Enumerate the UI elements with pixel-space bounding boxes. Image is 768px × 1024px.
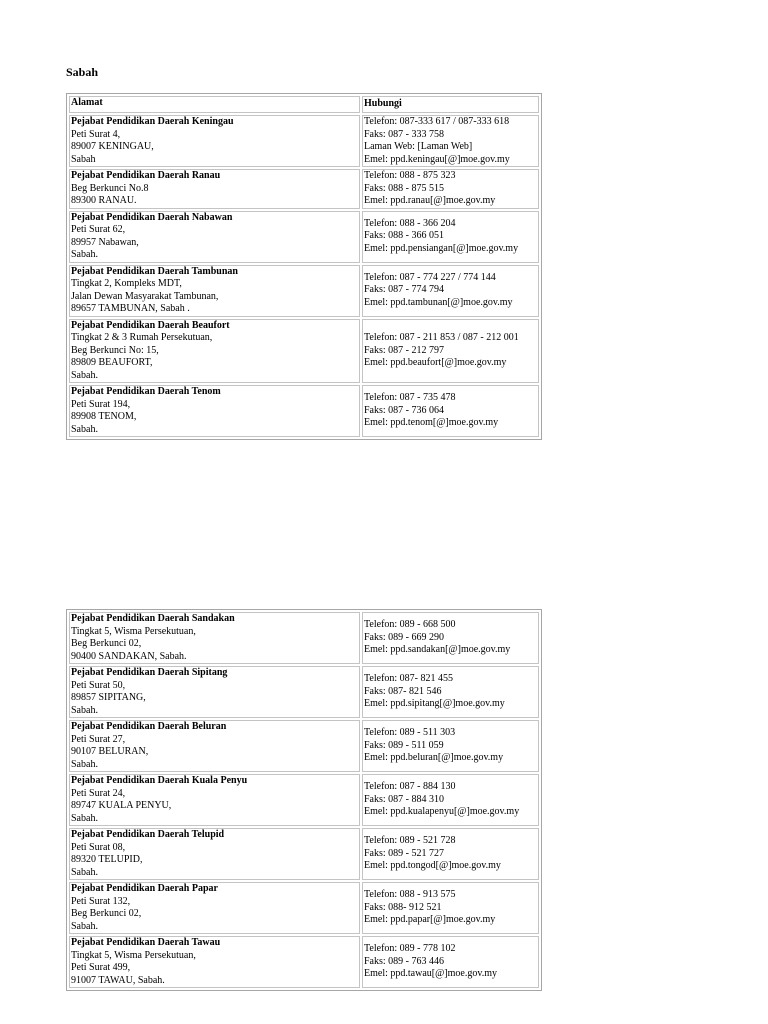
office-contact-cell [362,774,539,826]
office-directory-table-continued [66,609,542,991]
address-line: Sabah. [71,812,98,824]
table-header-row [69,96,539,113]
office-contact-cell [362,828,539,880]
contact-line: Emel: ppd.beaufort[@]moe.gov.my [364,357,507,368]
address-line: Tingkat 5, Wisma Persekutuan, [71,625,196,637]
table-row [69,936,539,988]
office-name: Pejabat Pendidikan Daerah Beluran [71,721,227,732]
office-name: Pejabat Pendidikan Daerah Nabawan [71,211,233,223]
office-contact-cell [362,265,539,317]
office-name: Pejabat Pendidikan Daerah Keningau [71,116,234,127]
address-line: 89957 Nabawan, [71,236,139,248]
contact-line: Telefon: 088 - 913 575 [364,889,456,901]
table-body [69,612,539,988]
contact-line: Emel: ppd.tenom[@]moe.gov.my [364,417,499,429]
contact-line: Emel: ppd.kualapenyu[@]moe.gov.my [364,806,520,818]
address-line: Peti Surat 4, [71,128,121,140]
address-line: Peti Surat 194, [71,398,131,410]
table-row [69,612,539,664]
address-line: 89857 SIPITANG, [71,692,146,703]
address-line: Sabah. [71,866,98,878]
contact-line: Emel: ppd.tambunan[@]moe.gov.my [364,296,513,308]
address-line: Sabah. [71,423,98,435]
office-contact-cell [362,211,539,263]
office-contact-cell [362,666,539,718]
address-line: Tingkat 2 & 3 Rumah Persekutuan, [71,332,213,343]
address-line: Peti Surat 24, [71,787,126,799]
contact-line: Emel: ppd.ranau[@]moe.gov.my [364,195,496,206]
contact-column-header: Hubungi [362,96,539,113]
contact-line: Emel: ppd.sandakan[@]moe.gov.my [364,644,511,656]
table-row [69,169,539,209]
office-name: Pejabat Pendidikan Daerah Tenom [71,386,221,397]
office-address-cell [69,882,360,934]
address-line: Tingkat 5, Wisma Persekutuan, [71,949,196,961]
contact-line: Faks: 088 - 366 051 [364,230,444,242]
table-row [69,828,539,880]
contact-line: Telefon: 088 - 366 204 [364,217,456,229]
contact-line: Emel: ppd.sipitang[@]moe.gov.my [364,698,505,710]
address-line: 89657 TAMBUNAN, Sabah . [71,303,190,314]
address-line: Peti Surat 62, [71,224,126,235]
address-line: Peti Surat 08, [71,841,126,853]
office-name: Pejabat Pendidikan Daerah Tawau [71,937,221,948]
office-address-cell [69,612,360,664]
contact-line: Emel: ppd.tongod[@]moe.gov.my [364,860,501,872]
office-address-cell [69,385,360,437]
office-address-cell [69,319,360,384]
contact-line: Faks: 087 - 774 794 [364,284,444,296]
contact-line: Faks: 089 - 763 446 [364,955,444,967]
office-contact-cell [362,319,539,384]
contact-line: Telefon: 087 - 884 130 [364,781,456,793]
table-row [69,319,539,384]
page-title: Sabah [66,65,99,79]
address-line: 89747 KUALA PENYU, [71,800,172,811]
contact-line: Emel: ppd.keningau[@]moe.gov.my [364,153,510,165]
address-line: Peti Surat 132, [71,895,131,907]
contact-line: Telefon: 089 - 521 728 [364,835,456,847]
office-directory-table [66,93,542,440]
address-column-header: Alamat [69,96,360,113]
office-address-cell [69,211,360,263]
address-line: Sabah. [71,704,98,716]
office-address-cell [69,169,360,209]
office-name: Pejabat Pendidikan Daerah Telupid [71,829,225,840]
address-line: 89320 TELUPID, [71,854,143,865]
table-body [69,96,539,437]
address-line: Beg Berkunci No.8 [71,182,149,194]
address-line: Peti Surat 50, [71,679,126,691]
address-line: Sabah. [71,758,98,770]
address-line: Beg Berkunci No: 15, [71,344,159,356]
contact-line: Telefon: 089 - 511 303 [364,727,456,739]
address-line: Peti Surat 499, [71,962,131,973]
contact-line: Telefon: 087-333 617 / 087-333 618 [364,116,510,127]
address-line: 89300 RANAU. [71,195,137,206]
contact-line: Faks: 089 - 669 290 [364,631,444,643]
table-row [69,115,539,167]
contact-line: Faks: 087 - 736 064 [364,404,444,416]
contact-line: Faks: 089 - 521 727 [364,847,444,859]
office-address-cell [69,265,360,317]
office-address-cell [69,666,360,718]
address-line: Peti Surat 27, [71,733,126,745]
office-name: Pejabat Pendidikan Daerah Sipitang [71,667,228,678]
office-name: Pejabat Pendidikan Daerah Tambunan [71,265,238,277]
address-line: Beg Berkunci 02, [71,908,142,919]
address-line: 89007 KENINGAU, [71,141,154,152]
office-contact-cell [362,385,539,437]
contact-line: Emel: ppd.pensiangan[@]moe.gov.my [364,242,519,254]
contact-line: Faks: 088 - 875 515 [364,182,444,194]
contact-line: Telefon: 088 - 875 323 [364,170,456,181]
address-line: Tingkat 2, Kompleks MDT, [71,278,182,289]
office-name: Pejabat Pendidikan Daerah Ranau [71,170,221,181]
address-line: 89809 BEAUFORT, [71,357,153,368]
office-name: Pejabat Pendidikan Daerah Sandakan [71,613,235,624]
contact-line: Faks: 087- 821 546 [364,685,442,697]
contact-line: Telefon: 087 - 211 853 / 087 - 212 001 [364,332,519,343]
table-row [69,666,539,718]
contact-line: Telefon: 087- 821 455 [364,673,454,685]
contact-line: Emel: ppd.tawau[@]moe.gov.my [364,968,497,980]
address-line: Sabah. [71,249,98,260]
contact-line: Emel: ppd.beluran[@]moe.gov.my [364,752,504,764]
office-address-cell [69,936,360,988]
address-line: Sabah. [71,369,98,381]
address-line: Sabah [71,153,96,165]
contact-line: Faks: 087 - 212 797 [364,344,444,356]
table-row [69,882,539,934]
office-address-cell [69,115,360,167]
address-line: 90400 SANDAKAN, Sabah. [71,650,187,662]
address-line: Beg Berkunci 02, [71,638,142,649]
contact-line: Faks: 087 - 884 310 [364,793,444,805]
office-contact-cell [362,612,539,664]
contact-line: Laman Web: [Laman Web] [364,141,473,152]
office-contact-cell [362,936,539,988]
contact-line: Emel: ppd.papar[@]moe.gov.my [364,914,496,926]
office-contact-cell [362,720,539,772]
office-name: Pejabat Pendidikan Daerah Beaufort [71,319,230,331]
table-row [69,774,539,826]
office-contact-cell [362,169,539,209]
contact-line: Faks: 087 - 333 758 [364,128,444,140]
table-row [69,265,539,317]
contact-line: Telefon: 087 - 774 227 / 774 144 [364,271,496,283]
table-row [69,211,539,263]
contact-line: Telefon: 089 - 668 500 [364,619,456,631]
table-row [69,385,539,437]
office-name: Pejabat Pendidikan Daerah Papar [71,883,218,894]
address-line: Sabah. [71,920,98,932]
office-address-cell [69,720,360,772]
contact-line: Telefon: 087 - 735 478 [364,392,456,404]
office-address-cell [69,828,360,880]
contact-line: Telefon: 089 - 778 102 [364,943,456,955]
address-line: Jalan Dewan Masyarakat Tambunan, [71,290,219,302]
office-contact-cell [362,115,539,167]
office-contact-cell [362,882,539,934]
table-row [69,720,539,772]
office-address-cell [69,774,360,826]
office-name: Pejabat Pendidikan Daerah Kuala Penyu [71,775,248,786]
contact-line: Faks: 088- 912 521 [364,901,442,913]
address-line: 91007 TAWAU, Sabah. [71,974,165,986]
address-line: 90107 BELURAN, [71,746,149,757]
contact-line: Faks: 089 - 511 059 [364,739,444,751]
address-line: 89908 TENOM, [71,411,137,422]
